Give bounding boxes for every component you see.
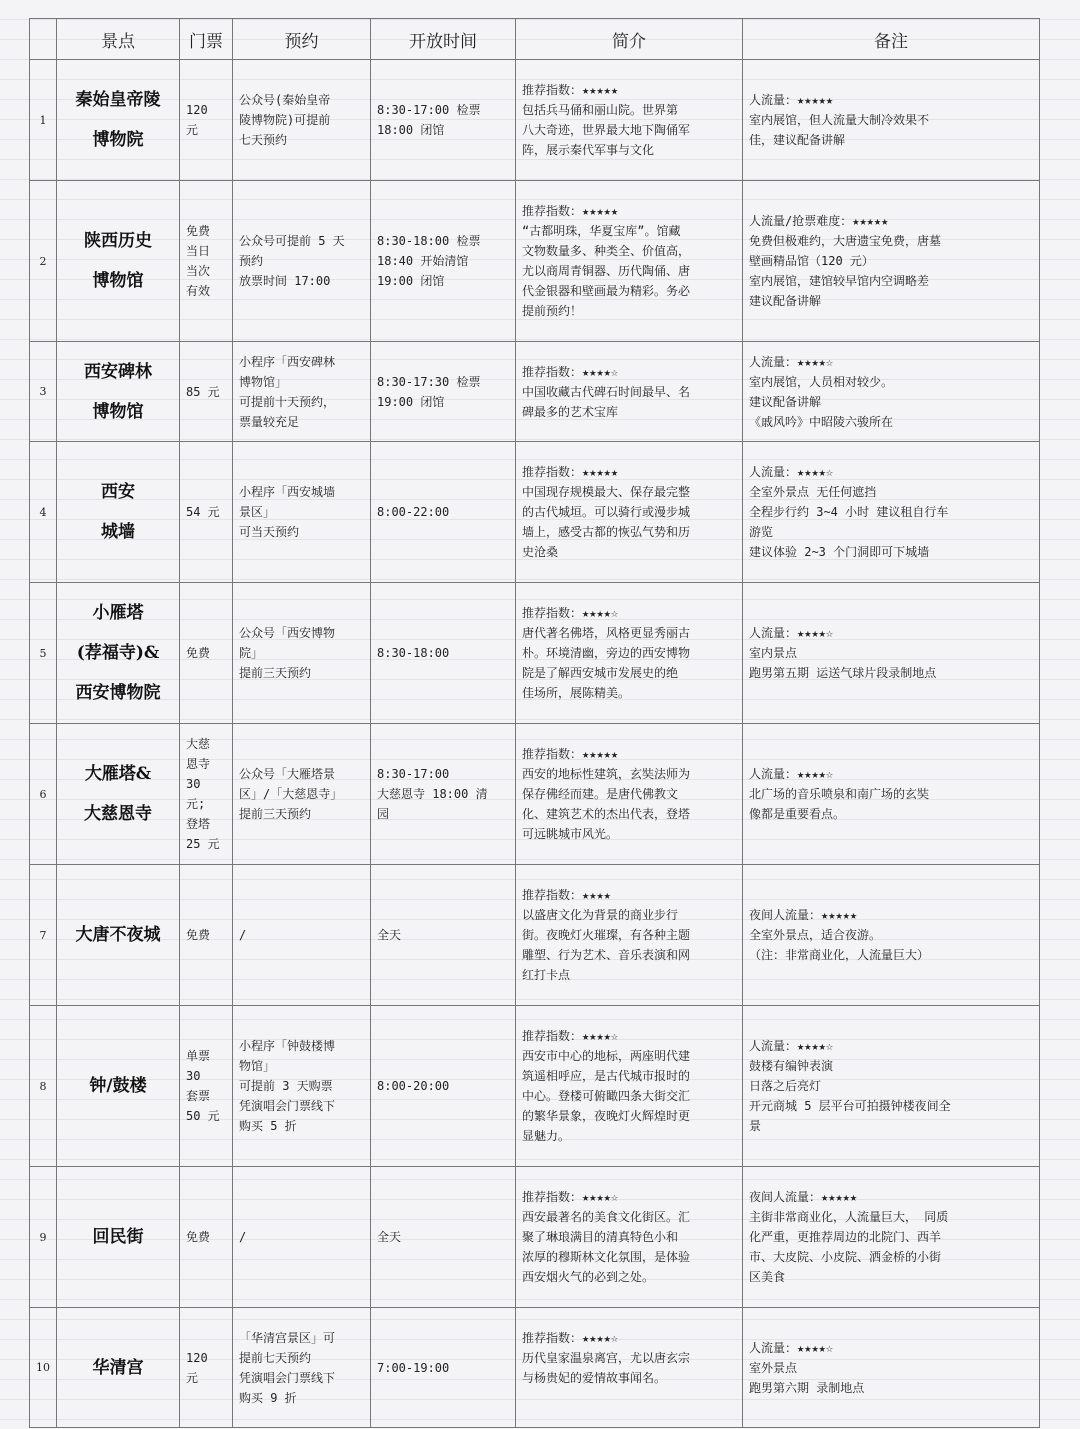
notes-line: 佳，建议配备讲解 [749,133,846,147]
ticket-price [180,1308,233,1428]
notes-line: 免费但极难约，大唐遗宝免费，唐墓 [749,234,942,248]
ticket-price [180,342,233,442]
ticket-line: 免费 [186,1230,211,1244]
intro-line: 的古代城垣。可以骑行或漫步城 [522,505,691,519]
intro-line: 与杨贵妃的爱情故事闻名。 [522,1371,667,1385]
attraction-name [57,181,180,342]
intro-line: 推荐指数：★★★★☆ [522,1190,619,1204]
notes-line: 室内展馆，建馆较早馆内空调略差 [749,274,930,288]
intro-text [522,442,736,562]
ticket-line: 120 [186,103,208,117]
notes-line: 人流量：★★★★☆ [749,1039,834,1053]
booking-info [233,60,371,181]
hours-line: 8:30-17:00 检票 [377,103,481,117]
intro-line: 街。夜晚灯火璀璨，有各种主题 [522,928,691,942]
notes-line: 人流量：★★★★☆ [749,1340,834,1355]
notes-line: 化严重，更推荐周边的北院门、西羊 [749,1230,942,1244]
booking-line: 预约 [239,254,264,268]
hours-line: 19:00 闭馆 [377,274,445,288]
notes-line: 人流量：★★★★☆ [749,626,834,640]
hours-line: 全天 [377,1230,402,1244]
opening-hours [371,724,516,865]
table-row [30,1308,1040,1428]
name-line: 西安博物院 [75,683,161,703]
intro-line: 佳场所，展陈精美。 [522,686,631,700]
table-row [30,583,1040,724]
intro-line: 包括兵马俑和丽山院。世界第 [522,103,679,117]
notes-line: 壁画精品馆（120 元） [749,254,874,268]
booking-info [233,181,371,342]
intro-text [522,60,736,160]
intro-line: 可远眺城市风光。 [522,827,619,841]
notes-line: 室内景点 [749,646,798,660]
notes-line: 人流量/抢票难度：★★★★★ [749,214,889,228]
notes-line: 建议配备讲解 [749,294,822,308]
table-row [30,442,1040,583]
booking-line: 凭演唱会门票线下 [239,1370,336,1385]
intro-line: 推荐指数：★★★★☆ [522,1029,619,1043]
hours-line: 19:00 闭馆 [377,394,445,409]
ticket-line: 单票 [186,1049,211,1063]
intro-text [522,342,736,422]
row-number: 2 [30,181,57,342]
hours-line: 8:30-18:00 检票 [377,234,481,248]
hours-line: 18:40 开始清馆 [377,254,469,268]
notes-line: 游览 [749,525,774,539]
name-line: 博物院 [92,130,144,150]
opening-hours [371,1167,516,1308]
booking-line: 公众号「大雁塔景 [239,767,336,781]
booking-line: 小程序「西安城墙 [239,485,336,499]
name-line: 钟/鼓楼 [89,1076,147,1096]
attraction-name [57,583,180,724]
attraction-intro [516,1308,743,1428]
booking-info [233,1308,371,1428]
name-line: 小雁塔 [92,603,144,623]
attractions-table-wrapper [29,18,1040,1428]
name-line: 回民街 [92,1227,144,1247]
intro-line: 史沧桑 [522,545,559,559]
ticket-line: 免费 [186,224,211,238]
opening-hours [371,181,516,342]
attraction-notes [743,181,1040,342]
attraction-intro [516,181,743,342]
opening-hours [371,342,516,442]
intro-line: 的繁华景象，夜晚灯火辉煌时更 [522,1109,691,1123]
notes-line: 人流量：★★★★☆ [749,465,834,479]
row-number: 4 [30,442,57,583]
booking-line: 景区」 [239,505,276,519]
header-booking: 预约 [233,19,371,60]
opening-hours [371,865,516,1006]
hours-line: 全天 [377,928,402,942]
intro-line: 聚了琳琅满目的清真特色小和 [522,1230,679,1244]
hours-line: 8:30-17:00 [377,767,450,781]
booking-line: 可当天预约 [239,525,300,539]
notes-line: 人流量：★★★★☆ [749,354,834,369]
intro-text [522,724,736,844]
name-line: 秦始皇帝陵 [75,90,161,110]
intro-line: 显魅力。 [522,1129,571,1143]
ticket-line: 120 [186,1350,208,1365]
opening-hours [371,583,516,724]
intro-line: 推荐指数：★★★★☆ [522,606,619,620]
intro-line: 西安烟火气的必到之处。 [522,1270,655,1284]
notes-line: 夜间人流量：★★★★★ [749,908,858,922]
intro-text [522,583,736,703]
intro-line: 雕塑、行为艺术、音乐表演和网 [522,948,691,962]
intro-line: 推荐指数：★★★★★ [522,83,619,97]
intro-text [522,1006,736,1146]
intro-line: 碑最多的艺术宝库 [522,405,619,419]
ticket-line: 有效 [186,284,211,298]
hours-line: 8:30-18:00 [377,646,450,660]
name-line: 博物馆 [92,401,144,422]
intro-line: 西安市中心的地标，两座明代建 [522,1049,691,1063]
booking-line: / [239,928,247,942]
booking-line: 「华清宫景区」可 [239,1330,336,1345]
ticket-line: 30 [186,777,201,791]
booking-info [233,1006,371,1167]
header-notes: 备注 [743,19,1040,60]
notes-line: 全室外景点，适合夜游。 [749,928,882,942]
booking-line: 可提前 3 天购票 [239,1079,333,1093]
booking-line: 博物馆」 [239,374,288,389]
booking-line: 购买 5 折 [239,1119,297,1133]
booking-line: 提前七天预约 [239,1350,312,1365]
booking-line: 区」/「大慈恩寺」 [239,787,343,801]
attraction-name [57,1167,180,1308]
ticket-line: 85 元 [186,384,220,399]
header-index [30,19,57,60]
name-line: 西安碑林 [84,361,152,382]
ticket-line: 当次 [186,264,211,278]
intro-line: 推荐指数：★★★★★ [522,204,619,218]
booking-line: 公众号可提前 5 天 [239,234,345,248]
ticket-price [180,60,233,181]
intro-line: 以盛唐文化为背景的商业步行 [522,908,679,922]
ticket-price [180,1167,233,1308]
intro-line: 中国收藏古代碑石时间最早、名 [522,385,691,399]
notes-line: 室外景点 [749,1360,798,1375]
name-line: 陕西历史 [84,231,152,251]
ticket-price [180,181,233,342]
notes-line: 建议配备讲解 [749,394,822,409]
booking-line: 票量较充足 [239,414,300,429]
notes-line: 区美食 [749,1270,786,1284]
opening-hours [371,60,516,181]
notes-line: 夜间人流量：★★★★★ [749,1190,858,1204]
intro-line: 筑遥相呼应，是古代城市报时的 [522,1069,691,1083]
booking-line: 提前三天预约 [239,666,312,680]
notes-line: 主街非常商业化，人流量巨大， 同质 [749,1210,949,1224]
name-line: 城墙 [101,522,135,542]
intro-line: 八大奇迹，世界最大地下陶俑军 [522,123,691,137]
table-row [30,865,1040,1006]
intro-line: 浓厚的穆斯林文化氛围，是体验 [522,1250,691,1264]
header-row [30,19,1040,60]
opening-hours [371,1308,516,1428]
ticket-line: 25 元 [186,837,220,851]
name-line: 西安 [101,482,135,502]
hours-line: 8:00-22:00 [377,505,450,519]
booking-line: 提前三天预约 [239,807,312,821]
intro-line: 代金银器和壁画最为精彩。务必 [522,284,691,298]
intro-line: 阵，展示秦代军事与文化 [522,143,655,157]
intro-line: 院是了解西安城市发展史的绝 [522,666,679,680]
notes-line: 跑男第六期 录制地点 [749,1380,865,1395]
attraction-name [57,1308,180,1428]
intro-line: 保存佛经而建。是唐代佛教文 [522,787,679,801]
attraction-name [57,724,180,865]
ticket-line: 50 元 [186,1109,220,1123]
attraction-name [57,865,180,1006]
ticket-price [180,442,233,583]
row-number: 3 [30,342,57,442]
intro-line: 唐代著名佛塔，风格更显秀丽古 [522,626,691,640]
attraction-notes [743,1006,1040,1167]
intro-line: 尤以商周青铜器、历代陶俑、唐 [522,264,691,278]
intro-line: 提前预约！ [522,304,583,318]
ticket-line: 套票 [186,1089,211,1103]
booking-info [233,724,371,865]
intro-line: 历代皇家温泉离宫，尤以唐玄宗 [522,1351,691,1365]
booking-line: 七天预约 [239,133,288,147]
booking-line: 凭演唱会门票线下 [239,1099,336,1113]
hours-line: 8:30-17:30 检票 [377,374,481,389]
attraction-intro [516,1167,743,1308]
booking-info [233,865,371,1006]
intro-line: 推荐指数：★★★★ [522,888,611,902]
name-line: 大慈恩寺 [84,804,152,824]
booking-line: 购买 9 折 [239,1390,297,1405]
intro-text [522,1167,736,1287]
notes-line: 室内展馆，但人流量大制冷效果不 [749,113,930,127]
name-line: 华清宫 [92,1357,144,1378]
intro-line: 推荐指数：★★★★★ [522,747,619,761]
row-number: 6 [30,724,57,865]
attraction-notes [743,1167,1040,1308]
attraction-intro [516,342,743,442]
row-number: 5 [30,583,57,724]
booking-line: 可提前十天预约， [239,394,336,409]
notes-line: 像都是重要看点。 [749,807,846,821]
attraction-notes [743,865,1040,1006]
ticket-line: 元 [186,123,199,137]
intro-line: 中心。登楼可俯瞰四条大街交汇 [522,1089,691,1103]
row-number: 8 [30,1006,57,1167]
ticket-line: 30 [186,1069,201,1083]
ticket-line: 54 元 [186,505,220,519]
intro-line: 推荐指数：★★★★☆ [522,1331,619,1345]
attraction-notes [743,1308,1040,1428]
booking-line: / [239,1230,247,1244]
opening-hours [371,1006,516,1167]
hours-line: 8:00-20:00 [377,1079,450,1093]
booking-line: 物馆」 [239,1059,276,1073]
notes-line: 鼓楼有编钟表演 [749,1059,834,1073]
attraction-notes [743,442,1040,583]
name-line: 博物馆 [92,271,144,291]
table-row [30,1167,1040,1308]
intro-line: 推荐指数：★★★★☆ [522,365,619,379]
booking-info [233,342,371,442]
table-row [30,181,1040,342]
row-number: 9 [30,1167,57,1308]
attraction-notes [743,724,1040,865]
intro-line: 西安的地标性建筑，玄奘法师为 [522,767,691,781]
notes-line: 室内展馆，人员相对较少。 [749,374,894,389]
name-line: 大雁塔& [84,764,152,784]
intro-line: 朴。环境清幽，旁边的西安博物 [522,646,691,660]
hours-line: 18:00 闭馆 [377,123,445,137]
ticket-line: 恩寺 [186,757,211,771]
ticket-line: 免费 [186,928,211,942]
table-row [30,724,1040,865]
booking-line: 小程序「钟鼓楼博 [239,1039,336,1053]
notes-line: 北广场的音乐喷泉和南广场的玄奘 [749,787,930,801]
booking-info [233,1167,371,1308]
ticket-line: 元; [186,797,206,811]
header-hours: 开放时间 [371,19,516,60]
ticket-price [180,724,233,865]
name-line: (荐福寺)& [76,643,160,663]
name-line: 大唐不夜城 [75,925,161,945]
booking-line: 公众号「西安博物 [239,626,336,640]
notes-line: 开元商城 5 层平台可拍摄钟楼夜间全 [749,1099,951,1113]
intro-line: 红打卡点 [522,968,571,982]
row-number: 1 [30,60,57,181]
attraction-notes [743,342,1040,442]
notes-line: 跑男第五期 运送气球片段录制地点 [749,666,937,680]
notes-line: 景 [749,1119,762,1133]
attractions-table [29,18,1040,1428]
notes-line: 全室外景点 无任何遮挡 [749,485,877,499]
booking-line: 陵博物院)可提前 [239,113,331,127]
intro-text [522,181,736,321]
booking-info [233,583,371,724]
attraction-name [57,442,180,583]
header-attraction: 景点 [57,19,180,60]
ticket-price [180,1006,233,1167]
hours-line: 园 [377,807,390,821]
ticket-price [180,583,233,724]
notes-line: 建议体验 2~3 个门洞即可下城墙 [749,545,930,559]
attraction-notes [743,583,1040,724]
notes-line: 人流量：★★★★★ [749,93,834,107]
intro-line: 中国现存规模最大、保存最完整 [522,485,691,499]
ticket-line: 元 [186,1370,199,1385]
attraction-intro [516,60,743,181]
attraction-intro [516,583,743,724]
hours-line: 7:00-19:00 [377,1360,450,1375]
notes-line: 《戚风吟》中昭陵六骏所在 [749,414,894,429]
booking-line: 小程序「西安碑林 [239,354,336,369]
opening-hours [371,442,516,583]
attraction-name [57,60,180,181]
ticket-line: 登塔 [186,817,211,831]
intro-line: “古都明珠，华夏宝库”。馆藏 [522,224,681,238]
attraction-intro [516,865,743,1006]
booking-line: 放票时间 17:00 [239,274,331,288]
notes-line: 人流量：★★★★☆ [749,767,834,781]
intro-line: 化、建筑艺术的杰出代表，登塔 [522,807,691,821]
notes-line: （注：非常商业化，人流量巨大） [749,948,930,962]
table-row [30,60,1040,181]
booking-info [233,442,371,583]
table-row [30,342,1040,442]
header-ticket: 门票 [180,19,233,60]
attraction-intro [516,724,743,865]
intro-line: 西安最著名的美食文化街区。汇 [522,1210,691,1224]
intro-line: 墙上，感受古都的恢弘气势和历 [522,525,691,539]
notes-line: 全程步行约 3~4 小时 建议租自行车 [749,505,949,519]
notes-line: 市、大皮院、小皮院、洒金桥的小街 [749,1250,942,1264]
intro-text [522,1308,736,1388]
notes-line: 日落之后亮灯 [749,1079,822,1093]
intro-text [522,865,736,985]
header-intro: 简介 [516,19,743,60]
intro-line: 文物数量多、种类全、价值高， [522,244,691,258]
attraction-notes [743,60,1040,181]
table-row [30,1006,1040,1167]
row-number: 7 [30,865,57,1006]
ticket-line: 免费 [186,646,211,660]
booking-line: 院」 [239,646,264,660]
intro-line: 推荐指数：★★★★★ [522,465,619,479]
row-number: 10 [30,1308,57,1428]
booking-line: 公众号(秦始皇帝 [239,93,331,107]
hours-line: 大慈恩寺 18:00 清 [377,787,488,801]
attraction-intro [516,1006,743,1167]
attraction-name [57,342,180,442]
ticket-price [180,865,233,1006]
ticket-line: 大慈 [186,737,211,751]
attraction-intro [516,442,743,583]
attraction-name [57,1006,180,1167]
ticket-line: 当日 [186,244,211,258]
